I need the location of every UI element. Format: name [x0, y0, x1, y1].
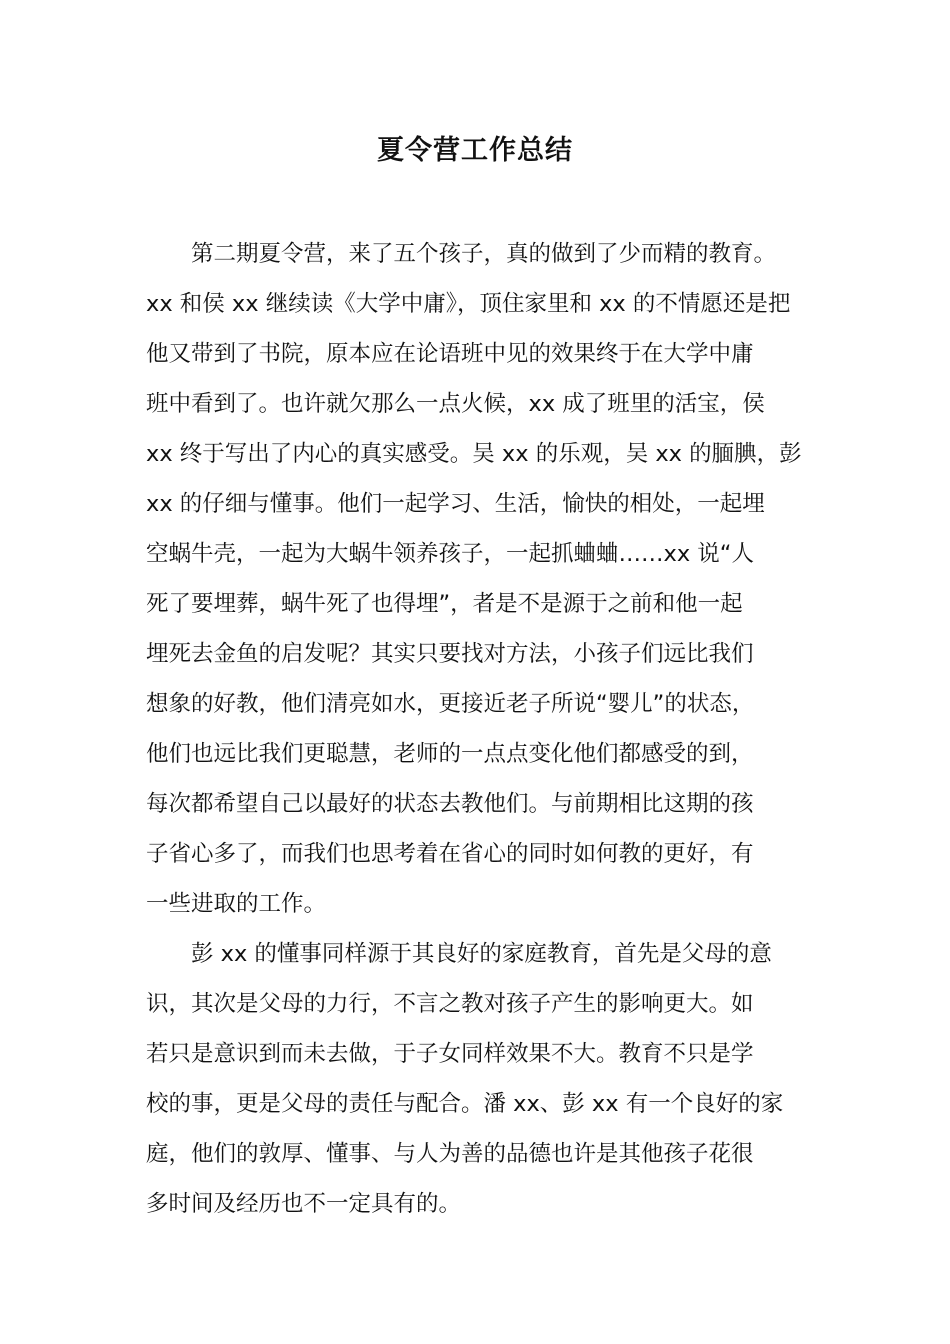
text-line: 空蜗牛壳，一起为大蜗牛领养孩子，一起抓蛐蛐……xx 说“人	[146, 541, 754, 567]
text-line: 他们也远比我们更聪慧，老师的一点点变化他们都感受的到，	[146, 741, 754, 767]
text-line: 校的事，更是父母的责任与配合。潘 xx、彭 xx 有一个良好的家	[146, 1091, 784, 1117]
text-line: 埋死去金鱼的启发呢？其实只要找对方法，小孩子们远比我们	[146, 641, 754, 667]
document-body	[146, 229, 826, 1229]
text-line: 多时间及经历也不一定具有的。	[146, 1191, 462, 1217]
text-line: 每次都希望自己以最好的状态去教他们。与前期相比这期的孩	[146, 791, 754, 817]
text-line: xx 和侯 xx 继续读《大学中庸》，顶住家里和 xx 的不情愿还是把	[146, 291, 791, 317]
text-line: xx 的仔细与懂事。他们一起学习、生活，愉快的相处，一起埋	[146, 491, 765, 517]
text-line: 一些进取的工作。	[146, 891, 327, 917]
text-line: 班中看到了。也许就欠那么一点火候，xx 成了班里的活宝，侯	[146, 391, 765, 417]
text-line: 死了要埋葬，蜗牛死了也得埋”，者是不是源于之前和他一起	[146, 591, 743, 617]
text-line: 庭，他们的敦厚、懂事、与人为善的品德也许是其他孩子花很	[146, 1141, 754, 1167]
text-line: 想象的好教，他们清亮如水，更接近老子所说“婴儿”的状态，	[146, 691, 755, 717]
text-line: xx 终于写出了内心的真实感受。吴 xx 的乐观，吴 xx 的腼腆，彭	[146, 441, 802, 467]
paragraph-2	[146, 929, 826, 1229]
text-line: 第二期夏令营，来了五个孩子，真的做到了少而精的教育。	[146, 241, 777, 267]
text-line: 识，其次是父母的力行，不言之教对孩子产生的影响更大。如	[146, 991, 754, 1017]
document-title: 夏令营工作总结	[377, 135, 573, 166]
text-line: 他又带到了书院，原本应在论语班中见的效果终于在大学中庸	[146, 341, 754, 367]
text-line: 彭 xx 的懂事同样源于其良好的家庭教育，首先是父母的意	[146, 941, 772, 967]
text-line: 若只是意识到而未去做，于子女同样效果不大。教育不只是学	[146, 1041, 754, 1067]
paragraph-1	[146, 229, 826, 929]
text-line: 子省心多了，而我们也思考着在省心的同时如何教的更好，有	[146, 841, 754, 867]
